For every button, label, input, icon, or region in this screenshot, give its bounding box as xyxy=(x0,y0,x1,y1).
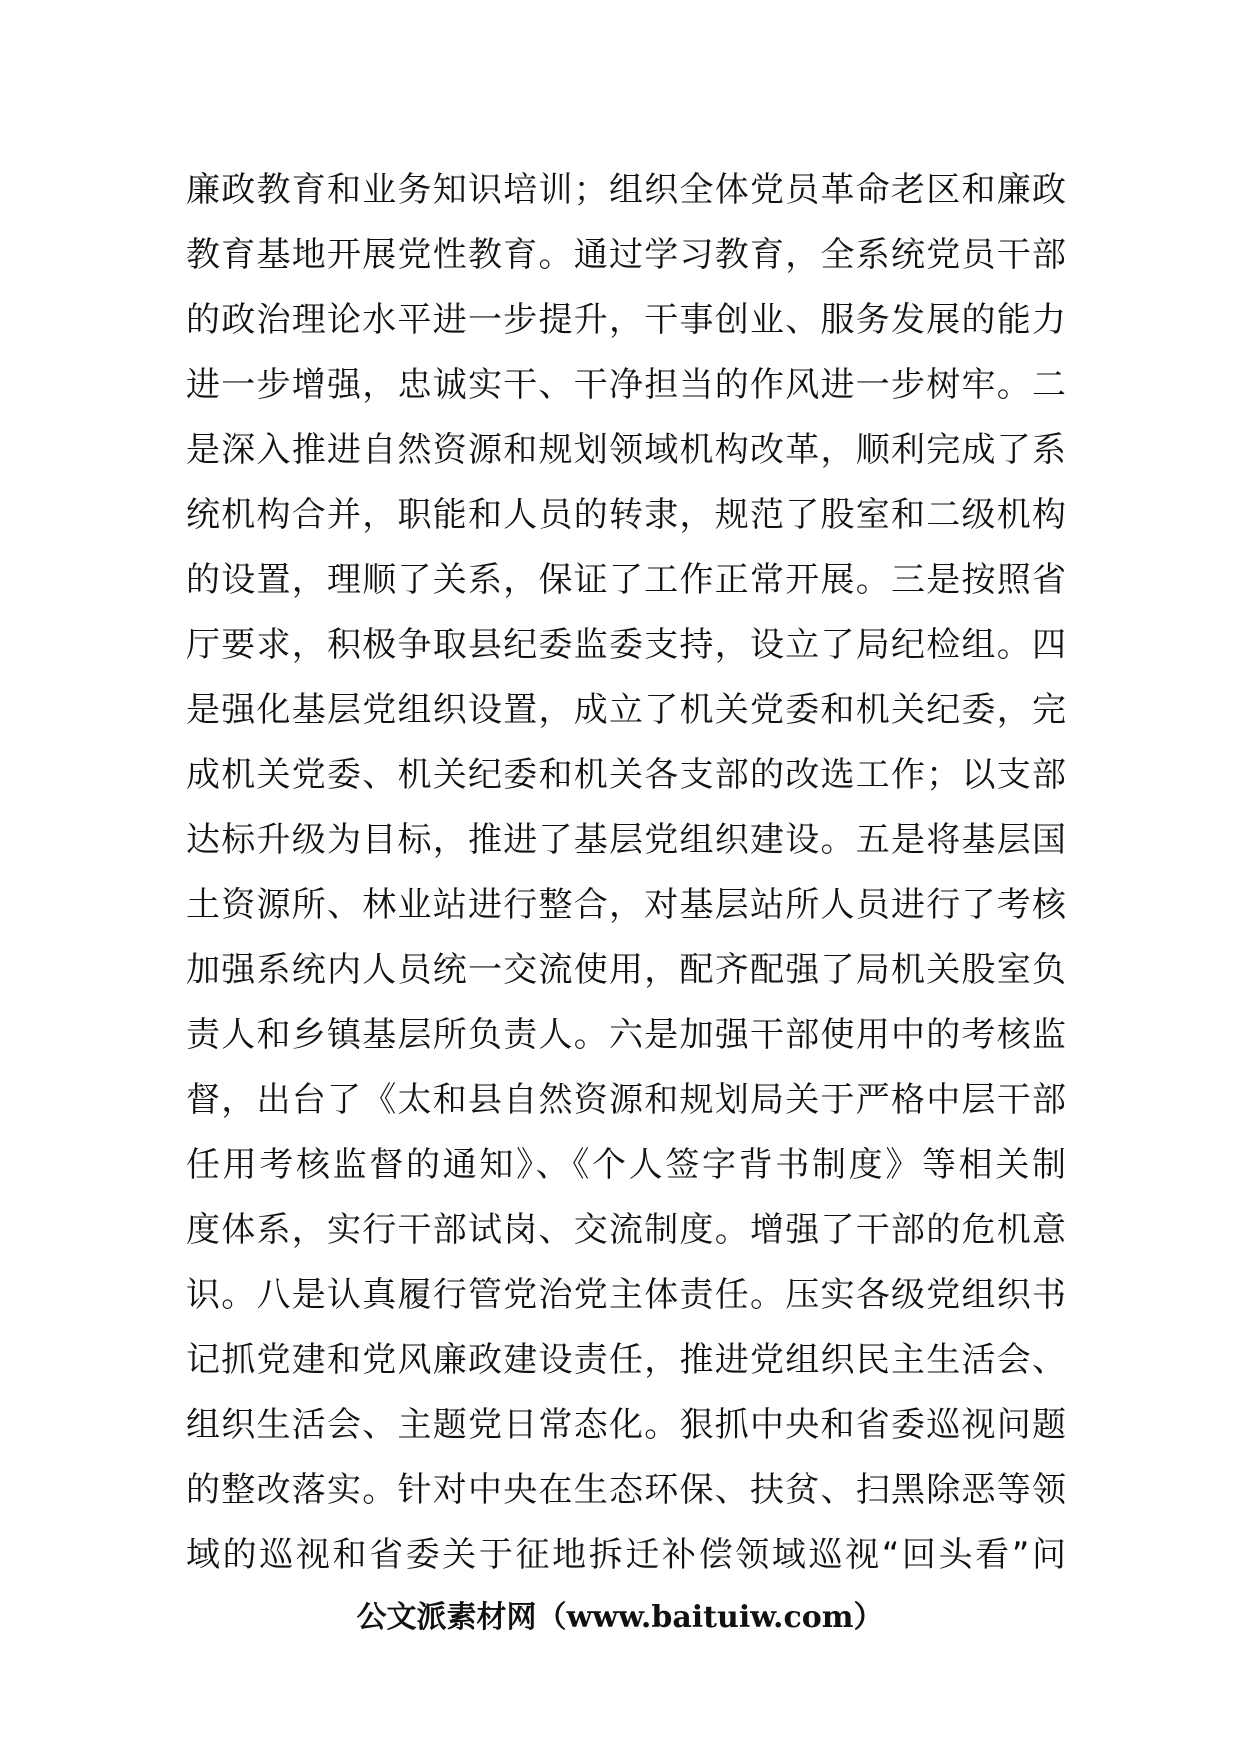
text-line: 的设置，理顺了关系，保证了工作正常开展。三是按照省 xyxy=(186,560,1066,600)
text-line: 达标升级为目标，推进了基层党组织建设。五是将基层国 xyxy=(186,820,1066,860)
body-paragraph xyxy=(186,158,1066,1588)
text-line: 廉政教育和业务知识培训；组织全体党员革命老区和廉政 xyxy=(186,170,1066,210)
text-line: 的整改落实。针对中央在生态环保、扶贫、扫黑除恶等领 xyxy=(186,1470,1066,1510)
text-line: 任用考核监督的通知》、《个人签字背书制度》等相关制 xyxy=(186,1145,1066,1185)
text-line: 责人和乡镇基层所负责人。六是加强干部使用中的考核监 xyxy=(186,1015,1066,1055)
text-line: 厅要求，积极争取县纪委监委支持，设立了局纪检组。四 xyxy=(186,625,1066,665)
text-line: 是强化基层党组织设置，成立了机关党委和机关纪委，完 xyxy=(186,690,1066,730)
page-footer-watermark: 公文派素材网（www.baituiw.com） xyxy=(356,1600,884,1635)
text-line: 成机关党委、机关纪委和机关各支部的改选工作；以支部 xyxy=(186,755,1066,795)
text-line: 是深入推进自然资源和规划领域机构改革，顺利完成了系 xyxy=(186,430,1066,470)
text-line: 教育基地开展党性教育。通过学习教育，全系统党员干部 xyxy=(186,235,1066,275)
text-line: 进一步增强，忠诚实干、干净担当的作风进一步树牢。二 xyxy=(186,365,1066,405)
text-line: 识。八是认真履行管党治党主体责任。压实各级党组织书 xyxy=(186,1275,1066,1315)
text-line: 统机构合并，职能和人员的转隶，规范了股室和二级机构 xyxy=(186,495,1066,535)
text-line: 土资源所、林业站进行整合，对基层站所人员进行了考核 xyxy=(186,885,1066,925)
text-line: 域的巡视和省委关于征地拆迁补偿领域巡视“回头看”问 xyxy=(186,1535,1066,1575)
text-line: 督，出台了《太和县自然资源和规划局关于严格中层干部 xyxy=(186,1080,1066,1120)
text-line: 度体系，实行干部试岗、交流制度。增强了干部的危机意 xyxy=(186,1210,1066,1250)
text-line: 记抓党建和党风廉政建设责任，推进党组织民主生活会、 xyxy=(186,1340,1066,1380)
text-line: 的政治理论水平进一步提升，干事创业、服务发展的能力 xyxy=(186,300,1066,340)
text-line: 加强系统内人员统一交流使用，配齐配强了局机关股室负 xyxy=(186,950,1066,990)
text-line: 组织生活会、主题党日常态化。狠抓中央和省委巡视问题 xyxy=(186,1405,1066,1445)
